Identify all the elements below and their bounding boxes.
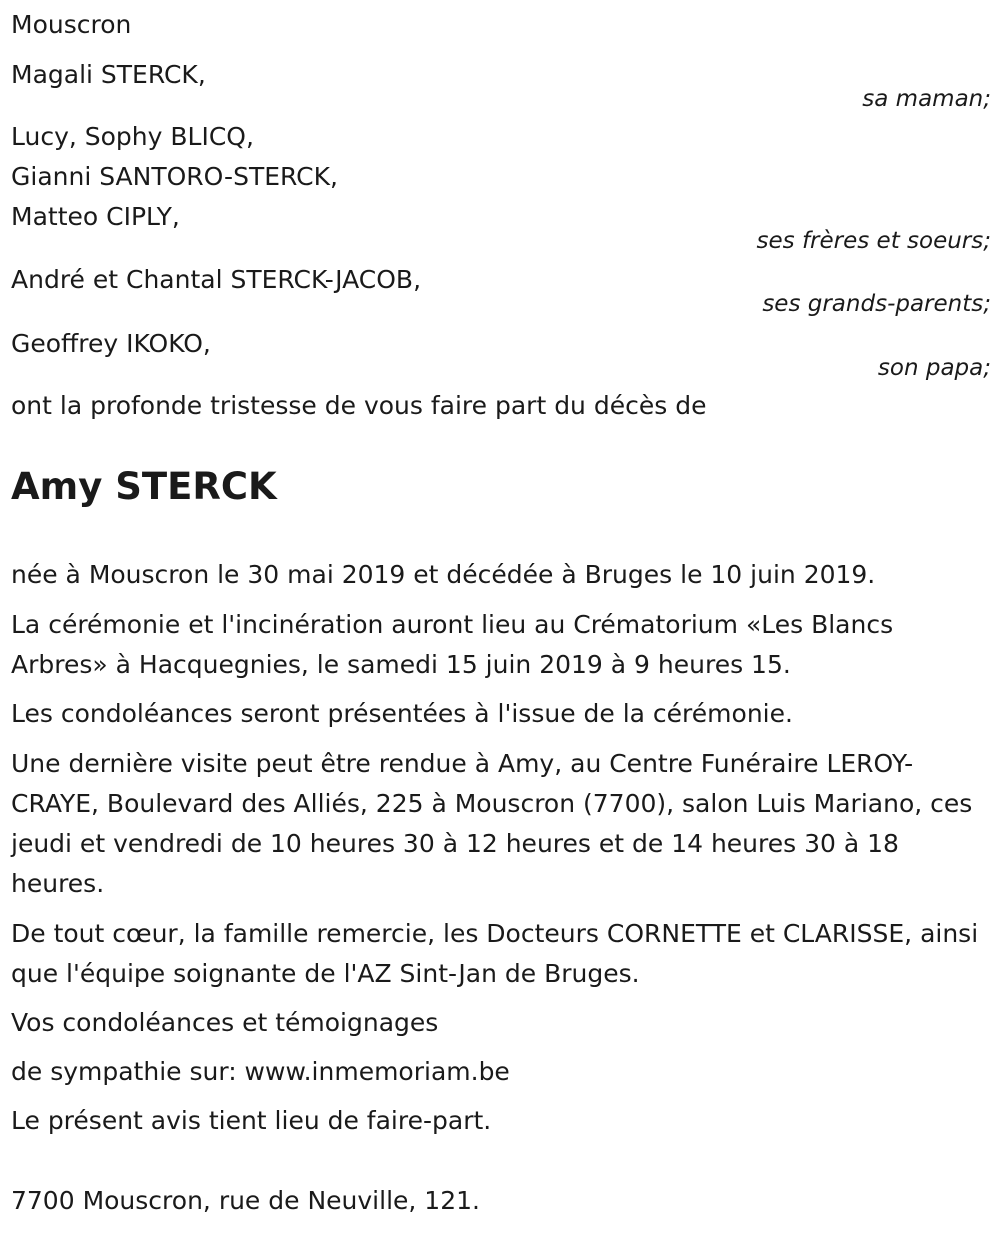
city-heading: Mouscron [11, 10, 132, 39]
faire-part-notice: Le présent avis tient lieu de faire-part. [11, 1106, 492, 1135]
visit-text: Une dernière visite peut être rendue à Amy, au Centre Funéraire LEROY-CRAYE, Boulevard des Alliés, 225 à Mouscron (7700), salon Luis Mariano, ces jeudi et vendredi de 10 heures 30 à 12 heures et de 14 heures 30 à 18 heures. [11, 749, 973, 898]
announcement-text: ont la profonde tristesse de vous faire part du décès de [11, 391, 707, 420]
relation-siblings: ses frères et soeurs; [756, 228, 991, 254]
relation-grandparents: ses grands-parents; [762, 291, 991, 317]
condolences-text: Les condoléances seront présentées à l'issue de la cérémonie. [11, 699, 793, 728]
family-member-sibling: Lucy, Sophy BLICQ, [11, 122, 254, 151]
ceremony-text: La cérémonie et l'incinération auront lieu au Crématorium «Les Blancs Arbres» à Hacquegnies, le samedi 15 juin 2019 à 9 heures 15. [11, 610, 894, 679]
deceased-name: Amy STERCK [11, 465, 277, 508]
family-member-sibling: Gianni SANTORO-STERCK, [11, 162, 338, 191]
online-condolences-line-2: de sympathie sur: www.inmemoriam.be [11, 1057, 510, 1086]
family-member-grandparents: André et Chantal STERCK-JACOB, [11, 265, 422, 294]
relation-father: son papa; [877, 355, 991, 381]
address: 7700 Mouscron, rue de Neuville, 121. [11, 1186, 480, 1215]
thanks-text: De tout cœur, la famille remercie, les Docteurs CORNETTE et CLARISSE, ainsi que l'équipe soignante de l'AZ Sint-Jan de Bruges. [11, 919, 979, 988]
online-condolences-line-1: Vos condoléances et témoignages [11, 1008, 439, 1037]
family-member-mother: Magali STERCK, [11, 60, 206, 89]
family-member-sibling: Matteo CIPLY, [11, 202, 180, 231]
relation-mother: sa maman; [862, 86, 991, 112]
birth-death-text: née à Mouscron le 30 mai 2019 et décédée à Bruges le 10 juin 2019. [11, 560, 876, 589]
family-member-father: Geoffrey IKOKO, [11, 329, 211, 358]
